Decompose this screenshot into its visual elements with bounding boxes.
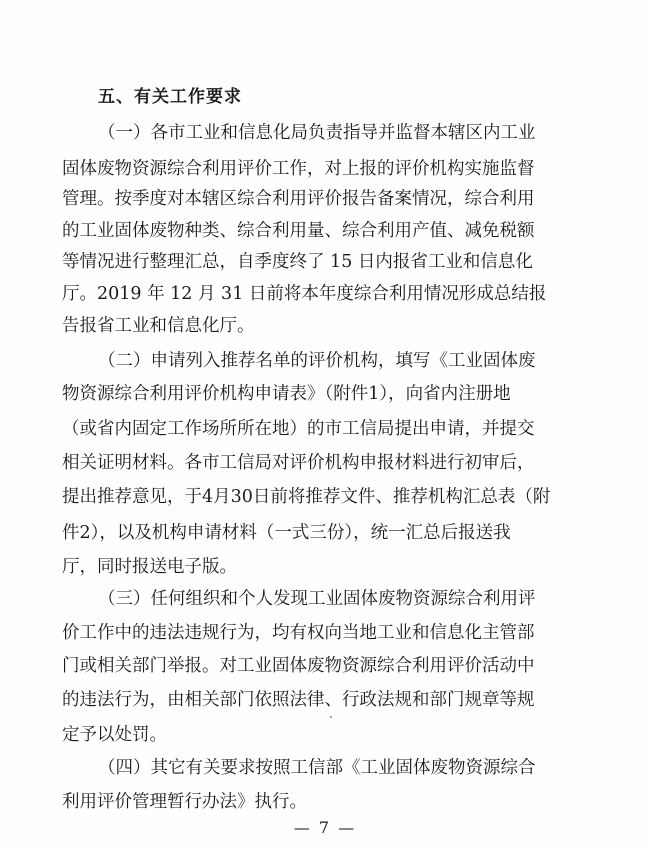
paragraph-3-line-1: （三）任何组织和个人发现工业固体废物资源综合利用评 xyxy=(98,589,536,609)
paragraph-1-line-6: 厅。2019 年 12 月 31 日前将本年度综合利用情况形成总结报 xyxy=(62,284,547,304)
paragraph-2-line-1: （二）申请列入推荐名单的评价机构，填写《工业固体废 xyxy=(98,351,536,371)
paragraph-2-line-5: 提出推荐意见，于4月30日前将推荐文件、推荐机构汇总表（附 xyxy=(62,487,551,507)
paragraph-1-line-2: 固体废物资源综合利用评价工作，对上报的评价机构实施监督 xyxy=(62,159,535,179)
scan-speck xyxy=(330,716,332,718)
paragraph-3-line-2: 价工作中的违法违规行为，均有权向当地工业和信息化主管部 xyxy=(62,623,535,643)
paragraph-1-line-4: 的工业固体废物种类、综合利用量、综合利用产值、减免税额 xyxy=(62,221,535,241)
paragraph-1-line-7: 告报省工业和信息化厅。 xyxy=(62,316,255,336)
paragraph-1-line-1: （一）各市工业和信息化局负责指导并监督本辖区内工业 xyxy=(98,123,536,143)
paragraph-1-line-5: 等情况进行整理汇总，自季度终了 15 日内报省工业和信息化 xyxy=(62,252,533,272)
paragraph-4-line-1: （四）其它有关要求按照工信部《工业固体废物资源综合 xyxy=(98,758,536,778)
paragraph-2-line-6: 件2），以及机构申请材料（一式三份），统一汇总后报送我 xyxy=(62,523,511,543)
paragraph-3-line-3: 门或相关部门举报。对工业固体废物资源综合利用评价活动中 xyxy=(62,656,535,676)
paragraph-3-line-5: 定予以处罚。 xyxy=(62,725,167,745)
page-number: — 7 — xyxy=(293,818,357,837)
paragraph-4-line-2: 利用评价管理暂行办法》执行。 xyxy=(62,792,307,812)
paragraph-2-line-3: （或省内固定工作场所所在地）的市工信局提出申请，并提交 xyxy=(62,419,535,439)
paragraph-2-line-7: 厅，同时报送电子版。 xyxy=(62,557,237,577)
section-heading: 五、有关工作要求 xyxy=(98,87,242,107)
paragraph-1-line-3: 管理。按季度对本辖区综合利用评价报告备案情况，综合利用 xyxy=(62,189,535,209)
paragraph-2-line-4: 相关证明材料。各市工信局对评价机构申报材料进行初审后， xyxy=(62,453,535,473)
paragraph-3-line-4: 的违法行为，由相关部门依照法律、行政法规和部门规章等规 xyxy=(62,690,535,710)
paragraph-2-line-2: 物资源综合利用评价机构申请表》（附件1），向省内注册地 xyxy=(62,384,511,404)
